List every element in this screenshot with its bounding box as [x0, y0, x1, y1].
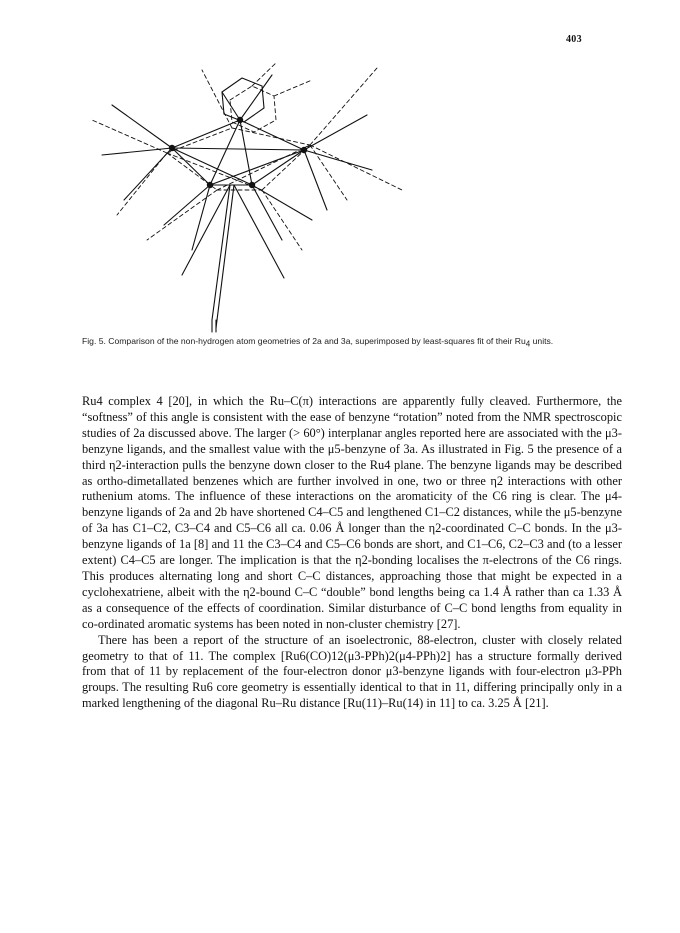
structure-2a-bonds: [102, 75, 372, 332]
body-text: [82, 394, 622, 712]
molecular-geometry-diagram: [72, 50, 432, 340]
caption-tail: units.: [530, 336, 554, 346]
figure-5: [72, 50, 432, 340]
ru-atoms: [169, 117, 307, 188]
paragraph-2: There has been a report of the structure of an isoelectronic, 88-electron, cluster with closely related geometry to that of 11. The complex [Ru6(CO)12(μ3-PPh)2(μ4-PPh)2] has a structure formally derived from that of 11 by replacement of the four-electron donor μ3-benzyne ligands with four-electron μ3-PPh groups. The resulting Ru6 core geometry is essentially identical to that in 11, differing principally only in a marked lengthening of the diagonal Ru–Ru distance [Ru(11)–Ru(14) in 11] to ca. 3.25 Å [21].: [82, 632, 622, 711]
caption-label: Fig. 5.: [82, 336, 106, 346]
caption-text: Comparison of the non-hydrogen atom geometries of 2a and 3a, superimposed by least-squares fit of their Ru: [108, 336, 526, 346]
paragraph-1: Ru4 complex 4 [20], in which the Ru–C(π) interactions are apparently fully cleaved. Furthermore, the “softness” of this angle is consistent with the ease of benzyne “rotation” noted from the NMR spectroscopic studies of 2a discussed above. The larger (> 60°) interplanar angles reported here are associated with the μ3-benzyne ligands, and the smallest value with the μ5-benzyne of 3a. As illustrated in Fig. 5 the presence of a third η2-interaction pulls the benzyne down closer to the Ru4 plane. The benzyne ligands may be described as ortho-dimetallated benzenes which are further involved in one, two or three η2 interactions with other ruthenium atoms. The influence of these interactions on the aromaticity of the C6 ring is clear. The μ4-benzyne ligands of 2a and 2b have shortened C4–C5 and lengthened C1–C2 distances, while the μ5-benzyne of 3a has C1–C2, C3–C4 and C5–C6 all ca. 0.06 Å longer than the η2-coordinated C–C bonds. In the μ3-benzyne ligands of 1a [8] and 11 the C3–C4 and C5–C6 bonds are short, and C1–C6, C2–C3 and (to a lesser extent) C4–C5 are longer. The implication is that the η2-bonding localises the π-electrons of the C6 rings. This produces alternating long and short C–C distances, approaching those that might be expected in a cyclohexatriene, albeit with the η2-bound C–C “double” bond lengths being ca 1.4 Å rather than ca 1.33 Å as a consequence of the effects of coordination. Similar disturbance of C–C bond lengths from equality in co-ordinated aromatic systems has been noted in non-cluster chemistry [27].: [82, 394, 622, 631]
caption-sub: 4: [525, 339, 531, 349]
page-number: 403: [566, 34, 582, 45]
figure-caption: [82, 335, 622, 347]
